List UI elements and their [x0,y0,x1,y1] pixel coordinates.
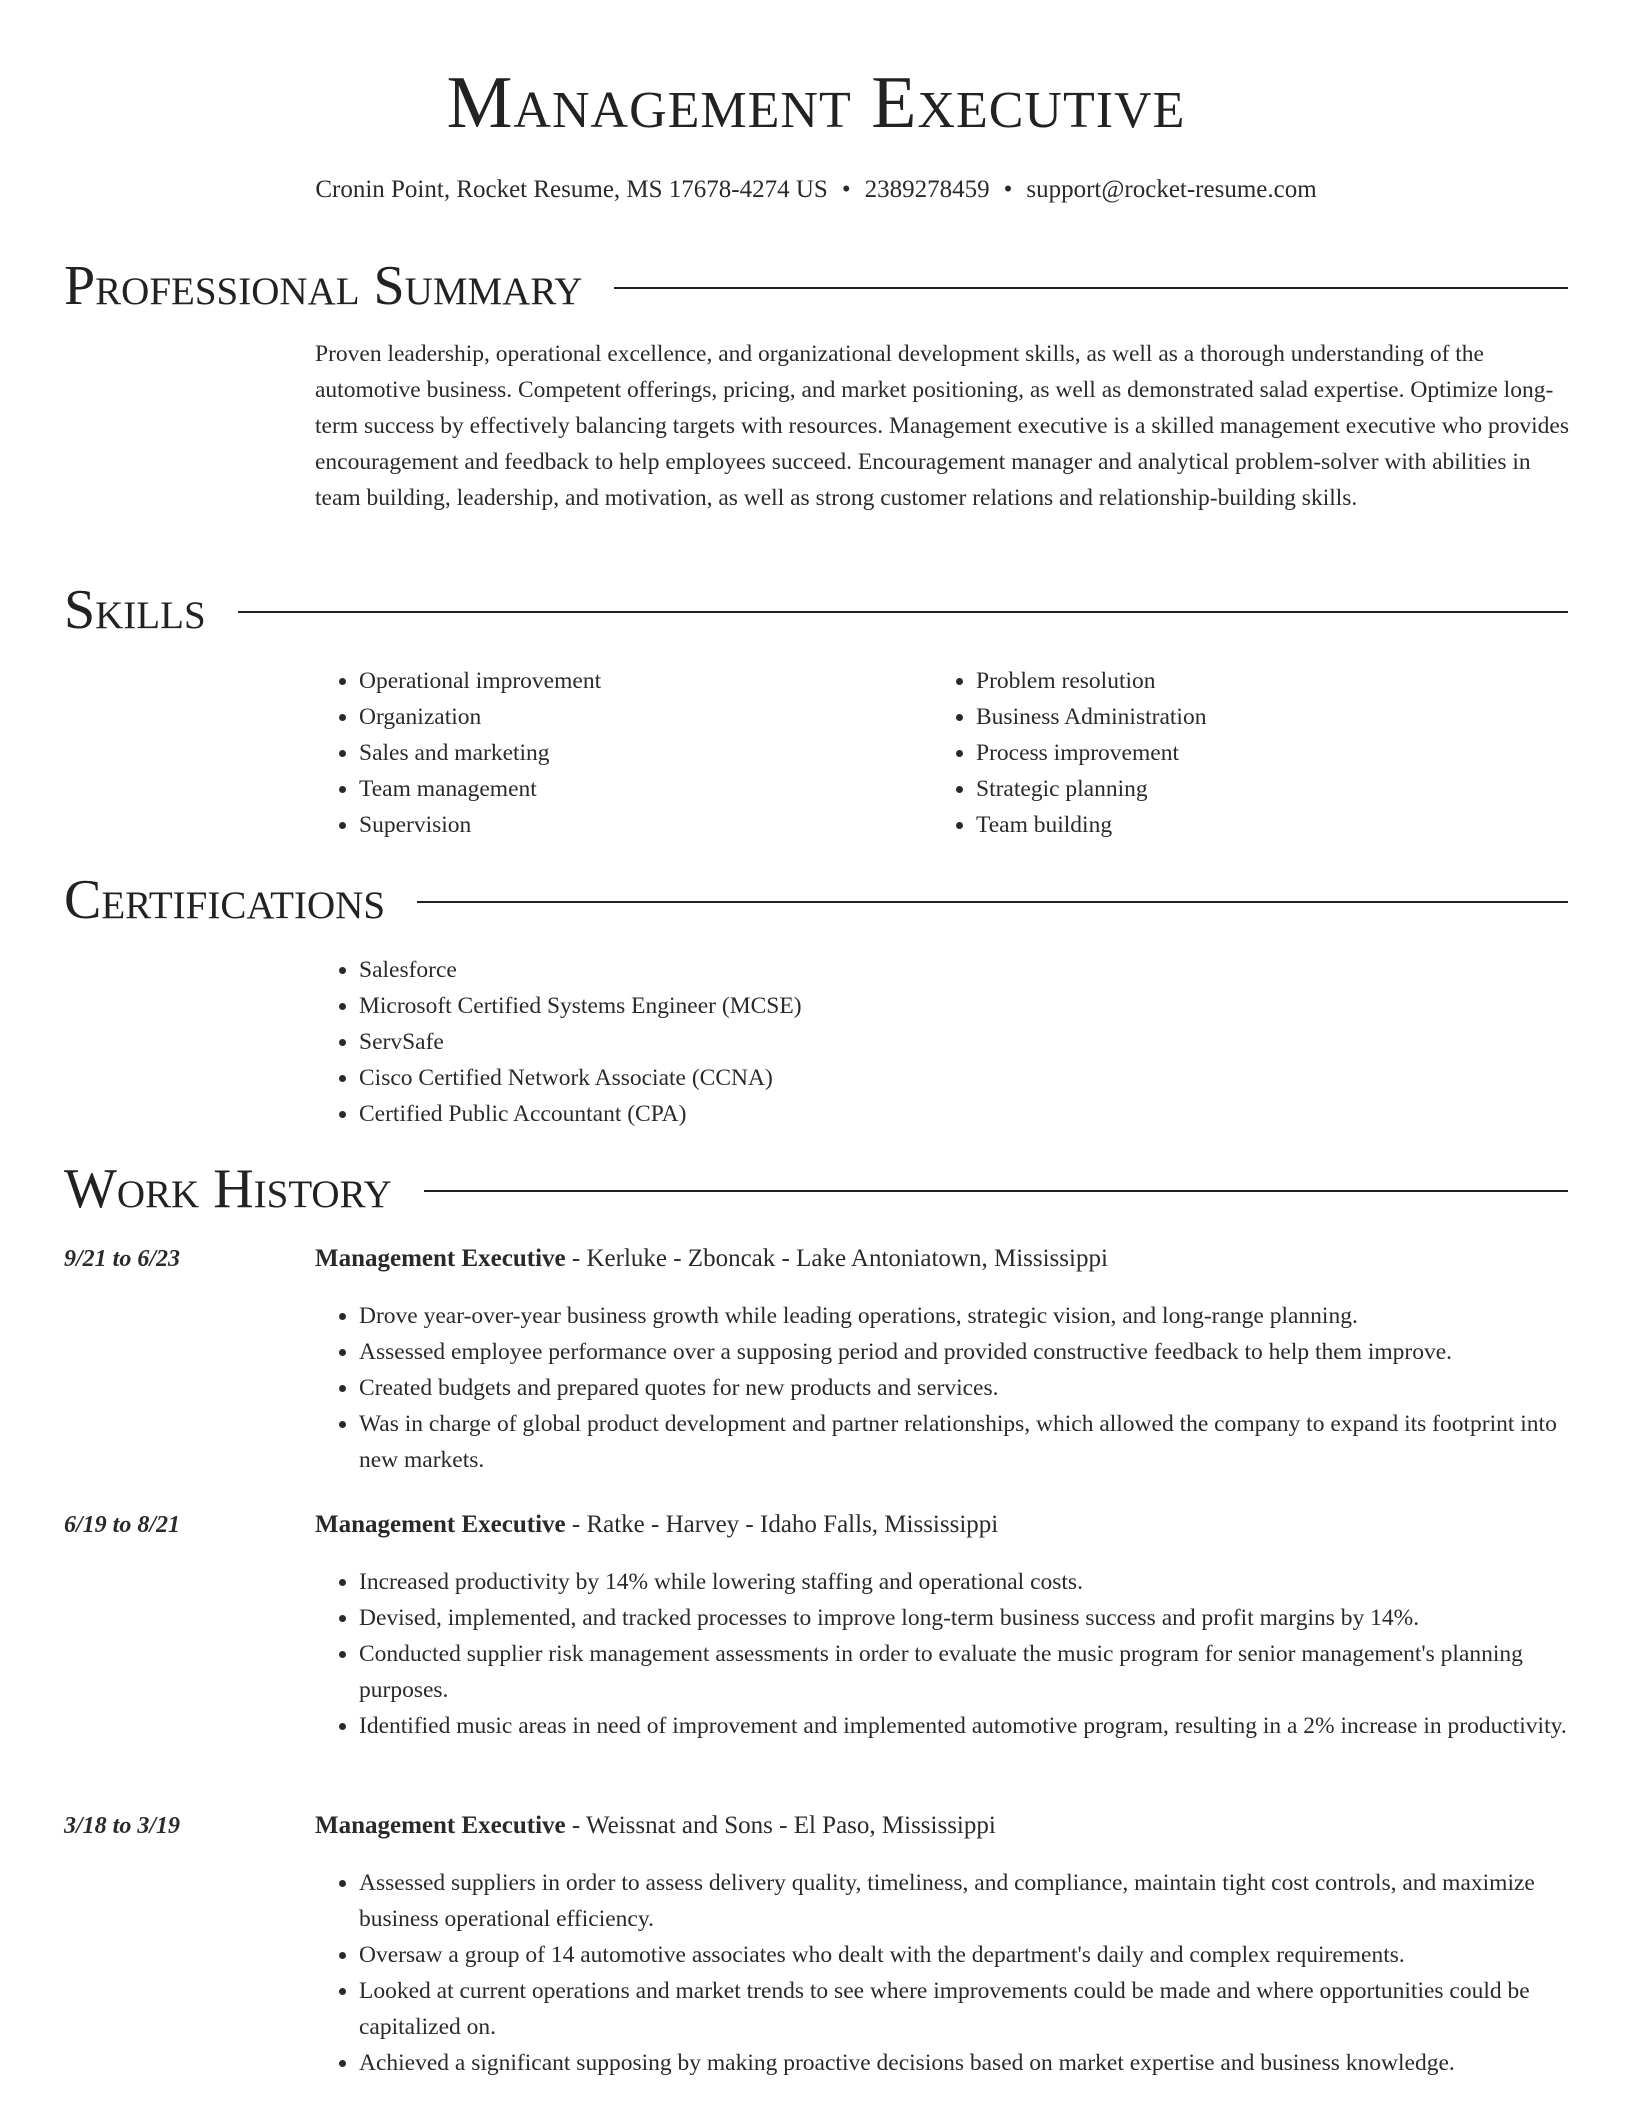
job-role: Management Executive [315,1245,566,1272]
job-company: - Ratke - Harvey - Idaho Falls, Mississippi [565,1511,999,1538]
job-bullet: • Identified music areas in need of improvement and implemented automotive program, resulting in a 2% increase in productivity. [359,1708,1570,1744]
section-divider [614,287,1568,289]
job-dates: 6/19 to 8/21 [64,1512,181,1538]
job-title [315,1810,1570,1842]
skill-item: • Team management [359,771,932,807]
job-bullet: • Conducted supplier risk management assessments in order to evaluate the music program for senior management's planning purposes. [359,1636,1570,1708]
job-bullets [315,1298,1570,1478]
contact-separator: • [841,176,851,203]
summary-text: Proven leadership, operational excellence, and organizational development skills, as well as a thorough understanding of the automotive business. Competent offerings, pricing, and market positioning, as well as demonstrated salad expertise. Optimize long-term success by effectively balancing targets with resources. Management executive is a skilled management executive who provides encouragement and feedback to help employees succeed. Encouragement manager and analytical problem-solver with abilities in team building, leadership, and motivation, as well as strong customer relations and relationship-building skills. [315,341,1569,511]
job-bullet: • Increased productivity by 14% while lowering staffing and operational costs. [359,1564,1570,1600]
job-bullet: • Oversaw a group of 14 automotive associates who dealt with the department's daily and complex requirements. [359,1937,1570,1973]
skill-item: • Problem resolution [976,663,1549,699]
skill-item: • Sales and marketing [359,735,932,771]
contact-line [0,174,1632,206]
certification-item: • Certified Public Accountant (CPA) [359,1096,1570,1132]
work-section-header [64,1157,1568,1221]
summary-heading: Professional Summary [64,255,583,317]
skills-list [315,663,1570,843]
job-bullet: • Drove year-over-year business growth while leading operations, strategic vision, and long-range planning. [359,1298,1570,1334]
job-bullet: • Created budgets and prepared quotes for new products and services. [359,1370,1570,1406]
job-bullet: • Was in charge of global product development and partner relationships, which allowed the company to expand its footprint into new markets. [359,1406,1570,1478]
skill-item: • Supervision [359,807,932,843]
section-divider [417,901,1568,903]
section-divider [424,1190,1568,1192]
skills-column-right [932,663,1549,843]
skill-item: • Operational improvement [359,663,932,699]
job-title [315,1509,1570,1541]
skill-item: • Organization [359,699,932,735]
job-company: - Weissnat and Sons - El Paso, Mississippi [565,1812,996,1839]
skill-item: • Team building [976,807,1549,843]
certification-item: • ServSafe [359,1024,1570,1060]
job-bullets [315,1865,1570,2081]
certification-item: • Cisco Certified Network Associate (CCNA) [359,1060,1570,1096]
skill-item: • Strategic planning [976,771,1549,807]
contact-separator: • [1003,176,1013,203]
certification-item: • Microsoft Certified Systems Engineer (MCSE) [359,988,1570,1024]
contact-phone: 2389278459 [864,176,990,203]
work-heading: Work History [64,1158,392,1220]
job-bullet: • Achieved a significant supposing by making proactive decisions based on market expertise and business knowledge. [359,2045,1570,2081]
contact-email: support@rocket-resume.com [1026,176,1317,203]
summary-section-header [64,254,1568,318]
section-divider [238,611,1568,613]
job-company: - Kerluke - Zboncak - Lake Antoniatown, Mississippi [565,1245,1108,1272]
job-title [315,1243,1570,1275]
certifications-list [315,952,1570,1132]
certification-item: • Salesforce [359,952,1570,988]
job-bullet: • Assessed employee performance over a supposing period and provided constructive feedback to help them improve. [359,1334,1570,1370]
resume-name: Management Executive [446,62,1186,144]
skills-heading: Skills [64,579,206,641]
job-bullet: • Devised, implemented, and tracked processes to improve long-term business success and profit margins by 14%. [359,1600,1570,1636]
skill-item: • Business Administration [976,699,1549,735]
job-dates: 9/21 to 6/23 [64,1246,181,1272]
job-role: Management Executive [315,1511,566,1538]
job-dates: 3/18 to 3/19 [64,1813,181,1839]
job-bullet: • Assessed suppliers in order to assess delivery quality, timeliness, and compliance, maintain tight cost controls, and maximize business operational efficiency. [359,1865,1570,1937]
skills-column-left [315,663,932,843]
job-bullet: • Looked at current operations and market trends to see where improvements could be made and where opportunities could be capitalized on. [359,1973,1570,2045]
certifications-section-header [64,868,1568,932]
skills-section-header [64,578,1568,642]
job-role: Management Executive [315,1812,566,1839]
contact-address: Cronin Point, Rocket Resume, MS 17678-4274 US [315,176,828,203]
certifications-heading: Certifications [64,869,386,931]
job-bullets [315,1564,1570,1744]
skill-item: • Process improvement [976,735,1549,771]
